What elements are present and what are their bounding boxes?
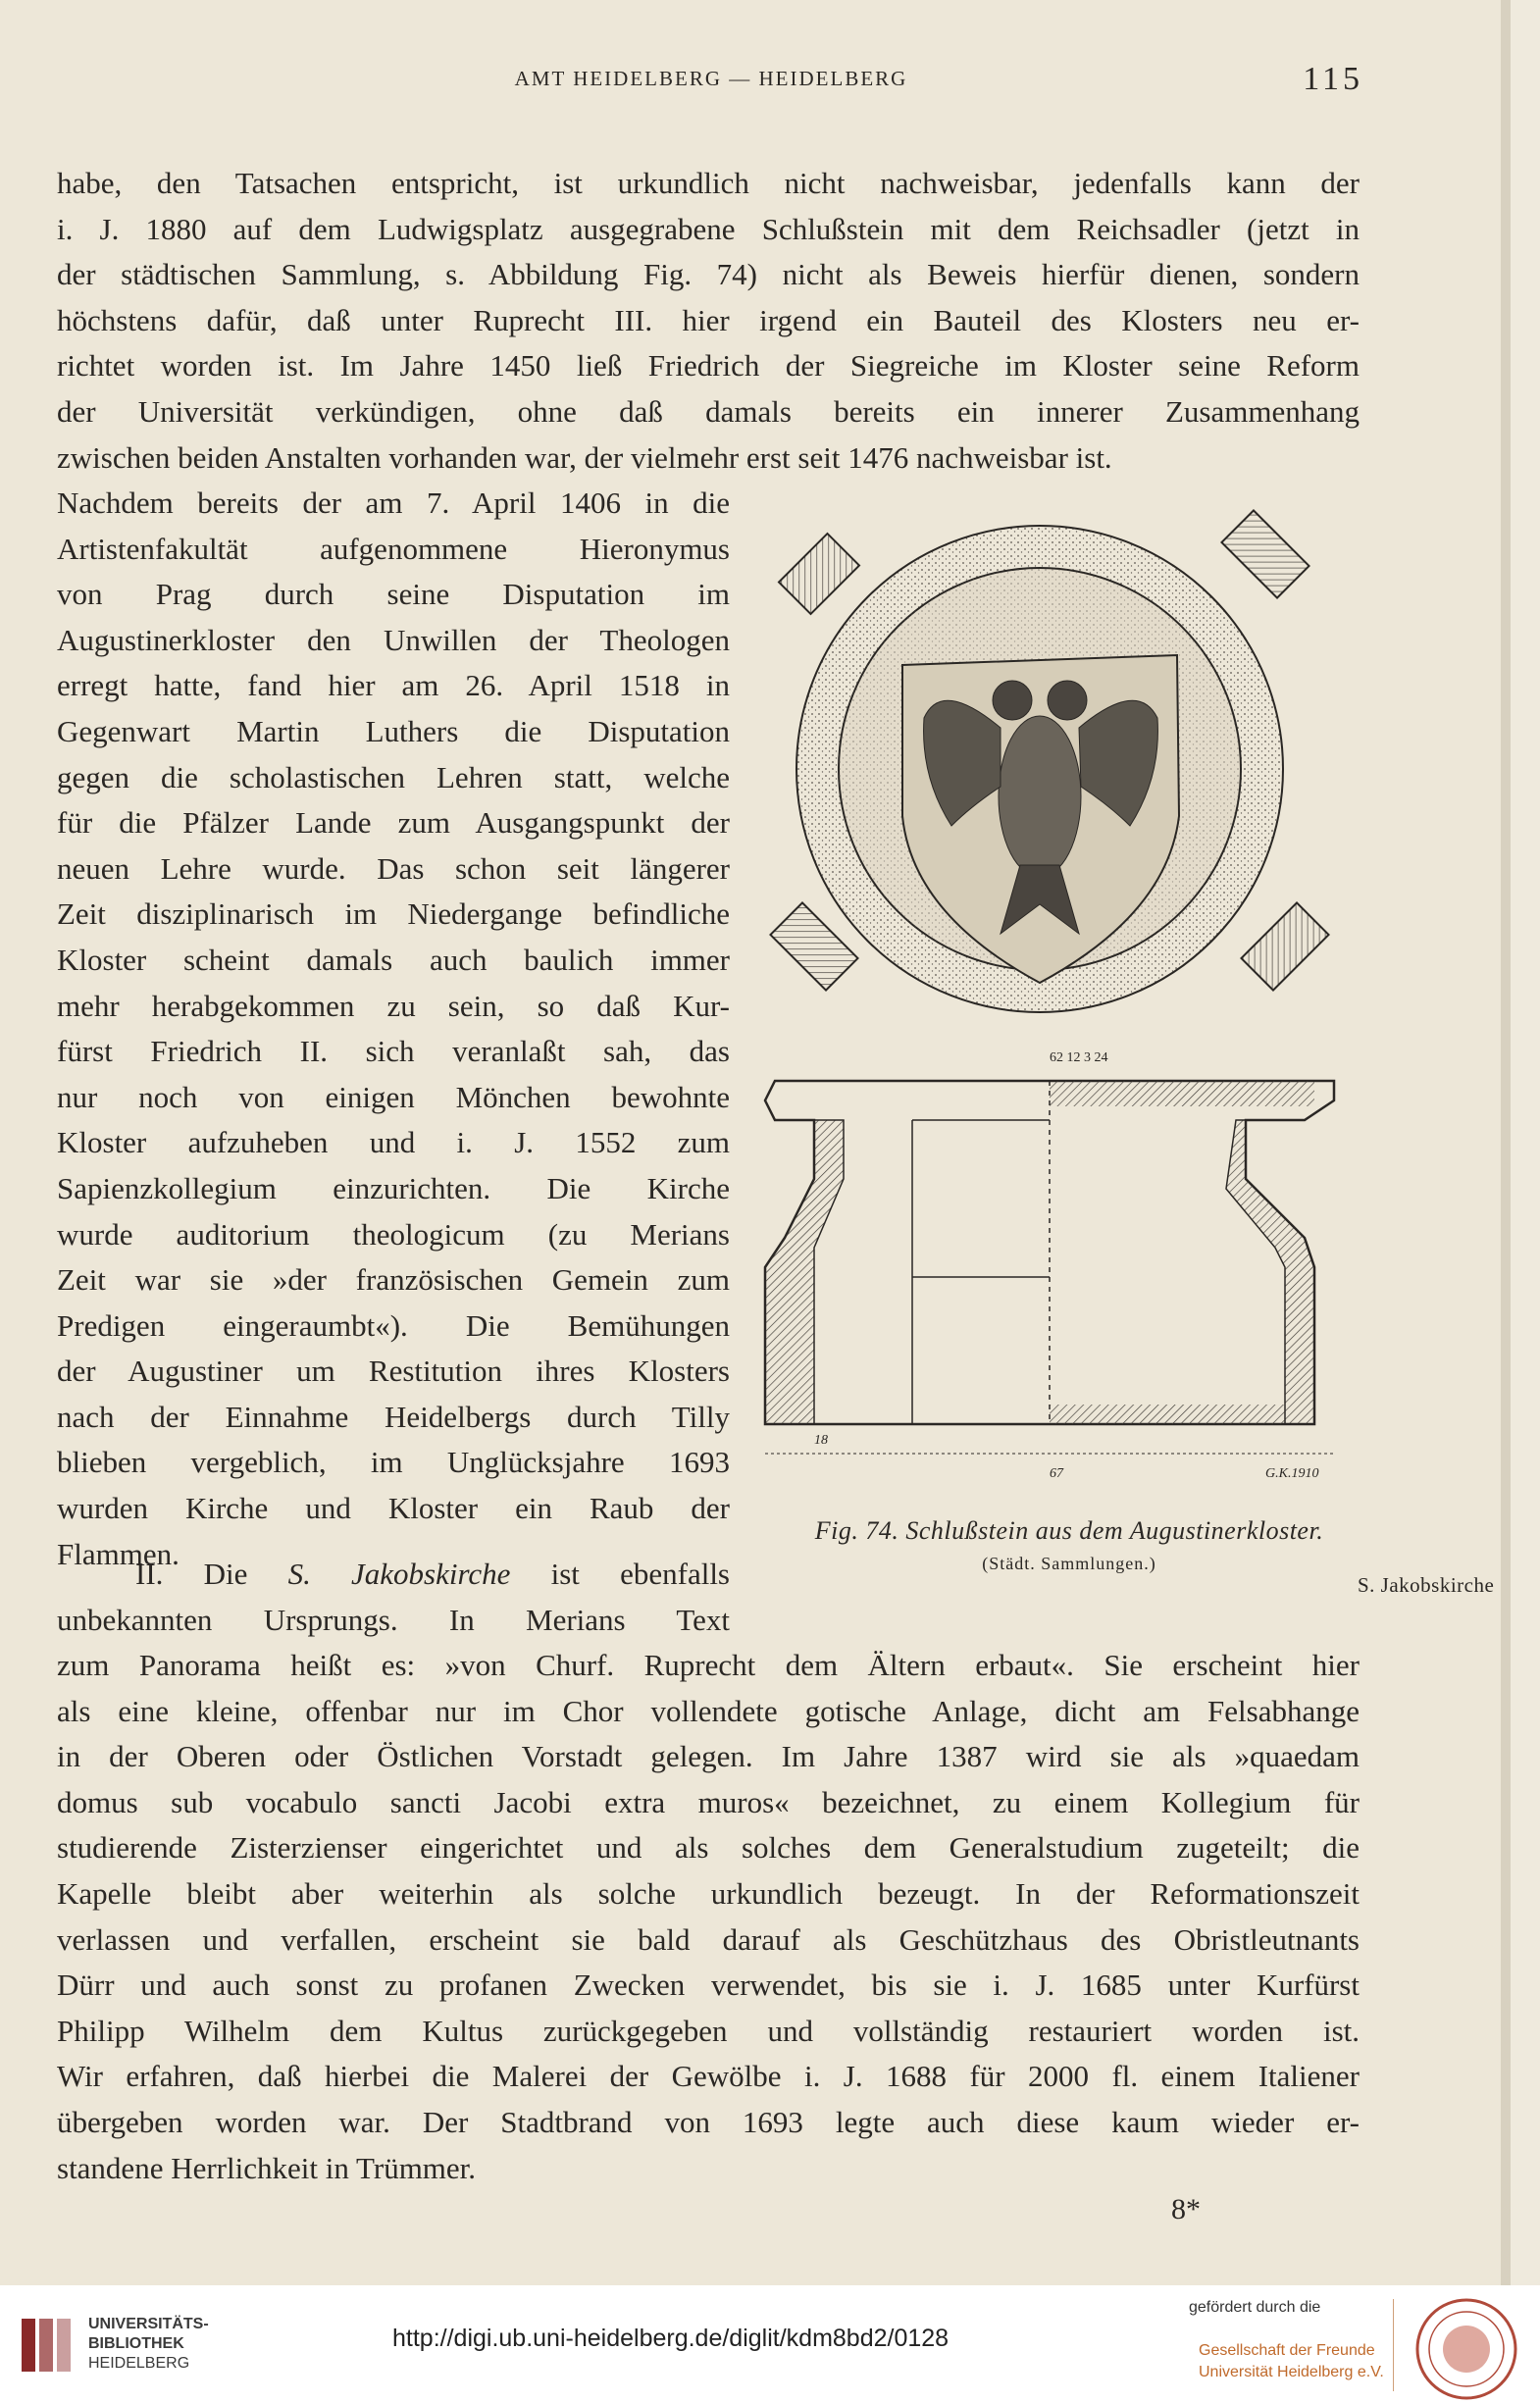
text-line: höchstens dafür, daß unter Ruprecht III. hier irgend ein Bauteil des Klosters neu er-: [57, 302, 1360, 337]
paragraph-top: [57, 161, 1360, 481]
text-line: wurden Kirche und Kloster ein Raub der: [57, 1491, 730, 1526]
text-line: blieben vergeblich, im Unglücksjahre 1693: [57, 1445, 730, 1480]
library-name-line: HEIDELBERG: [88, 2355, 190, 2372]
signature-mark: 8*: [1171, 2193, 1201, 2225]
text-line: Kloster scheint damals auch baulich immer: [57, 942, 730, 977]
dimension-label: 62 12 3 24: [1050, 1050, 1108, 1065]
text-line: nur noch von einigen Mönchen bewohnte: [57, 1079, 730, 1114]
text-line: Nachdem bereits der am 7. April 1406 in die: [57, 486, 730, 520]
text-line: für die Pfälzer Lande zum Ausgangspunkt der: [57, 805, 730, 841]
text-line: Predigen eingeraumbt«). Die Bemühungen: [57, 1307, 730, 1343]
figure-caption: [775, 1516, 1363, 1574]
text-line: zwischen beiden Anstalten vorhanden war, der vielmehr erst seit 1476 nachweisbar ist.: [57, 439, 1112, 475]
permalink-url[interactable]: http://digi.ub.uni-heidelberg.de/diglit/kdm8bd2/0128: [392, 2325, 950, 2352]
keystone-section-view: [765, 1050, 1334, 1481]
section-suffix: ist ebenfalls: [550, 1557, 730, 1591]
text-line: erregt hatte, fand hier am 26. April 1518 in: [57, 668, 730, 703]
text-line: übergeben worden war. Der Stadtbrand von 1693 legte auch diese kaum wieder er-: [57, 2104, 1360, 2139]
keystone-top-view: [770, 510, 1328, 1012]
page-number: 115: [1303, 61, 1363, 97]
society-name-line: Universität Heidelberg e.V.: [1199, 2364, 1384, 2380]
keystone-figure: [755, 492, 1363, 1512]
text-line: fürst Friedrich II. sich veranlaßt sah, das: [57, 1034, 730, 1069]
text-line: Sapienzkollegium einzurichten. Die Kirche: [57, 1170, 730, 1205]
text-line: i. J. 1880 auf dem Ludwigsplatz ausgegrabene Schlußstein mit dem Reichsadler (jetzt in: [57, 211, 1360, 246]
text-line: standene Herrlichkeit in Trümmer.: [57, 2150, 477, 2185]
university-seal-icon: [1412, 2295, 1520, 2403]
artist-signature: G.K.1910: [1265, 1466, 1319, 1481]
funded-by-label: gefördert durch die: [1189, 2299, 1321, 2316]
dimension-label: 67: [1050, 1466, 1063, 1481]
text-line: wurde auditorium theologicum (zu Merians: [57, 1216, 730, 1252]
library-name-line: UNIVERSITÄTS-: [88, 2316, 209, 2332]
library-logo-icon: [18, 2313, 77, 2377]
text-line: Kapelle bleibt aber weiterhin als solche urkundlich bezeugt. In der Reformationszeit: [57, 1875, 1360, 1911]
text-line: Kloster aufzuheben und i. J. 1552 zum: [57, 1125, 730, 1160]
caption-text: Fig. 74. Schlußstein aus dem Augustinerkloster.: [814, 1516, 1324, 1545]
section-heading-line: [57, 1552, 730, 1598]
text-line: Artistenfakultät aufgenommene Hieronymus: [57, 531, 730, 566]
text-line: der Universität verkündigen, ohne daß damals bereits ein innerer Zusammenhang: [57, 393, 1360, 429]
text-line: nach der Einnahme Heidelbergs durch Tilly: [57, 1399, 730, 1434]
text-line: studierende Zisterzienser eingerichtet und als solches dem Generalstudium zugeteilt; die: [57, 1830, 1360, 1866]
text-line: von Prag durch seine Disputation im: [57, 577, 730, 612]
section-title: S. Jakobskirche: [287, 1557, 511, 1591]
text-line: in der Oberen oder Östlichen Vorstadt gelegen. Im Jahre 1387 wird sie als »quaedam: [57, 1739, 1360, 1774]
text-line: domus sub vocabulo sancti Jacobi extra muros« bezeichnet, zu einem Kollegium für: [57, 1784, 1360, 1819]
text-line: Zeit war sie »der französischen Gemein zum: [57, 1262, 730, 1298]
section-prefix: II. Die: [135, 1557, 248, 1591]
text-line: verlassen und verfallen, erscheint sie bald darauf als Geschützhaus des Obristleutnants: [57, 1921, 1360, 1957]
running-head: [59, 61, 1363, 97]
text-line: Flammen.: [57, 1536, 180, 1571]
paragraph-jakobskirche: [57, 1643, 1360, 2191]
text-line: als eine kleine, offenbar nur im Chor vollendete gotische Anlage, dicht am Felsabhange: [57, 1693, 1360, 1728]
society-name-line: Gesellschaft der Freunde: [1199, 2342, 1375, 2359]
text-line: Gegenwart Martin Luthers die Disputation: [57, 713, 730, 748]
text-line: gegen die scholastischen Lehren statt, welche: [57, 759, 730, 794]
text-line: Augustinerkloster den Unwillen der Theologen: [57, 622, 730, 657]
text-line: neuen Lehre wurde. Das schon seit längerer: [57, 850, 730, 886]
dimension-label: 18: [814, 1433, 828, 1448]
library-name: [88, 2315, 209, 2374]
paragraph-augustiner: [57, 481, 730, 1577]
text-line: Zeit disziplinarisch im Niedergange befindliche: [57, 896, 730, 932]
paragraph-jakobskirche-start: [57, 1552, 730, 1643]
text-line: habe, den Tatsachen entspricht, ist urkundlich nicht nachweisbar, jedenfalls kann der: [57, 166, 1360, 200]
society-name: [1199, 2340, 1384, 2383]
text-line: Dürr und auch sonst zu profanen Zwecken verwendet, bis sie i. J. 1685 unter Kurfürst: [57, 1968, 1360, 2003]
running-head-title: AMT HEIDELBERG — HEIDELBERG: [514, 67, 908, 90]
text-line: unbekannten Ursprungs. In Merians Text: [57, 1602, 730, 1637]
text-line: der Augustiner um Restitution ihres Klosters: [57, 1354, 730, 1389]
margin-note: S. Jakobskirche: [1358, 1573, 1495, 1597]
footer-divider: [1393, 2299, 1394, 2391]
library-name-line: BIBLIOTHEK: [88, 2335, 184, 2352]
text-line: zum Panorama heißt es: »von Churf. Ruprecht dem Ältern erbaut«. Sie erscheint hier: [57, 1648, 1360, 1682]
text-line: Philipp Wilhelm dem Kultus zurückgegeben und vollständig restauriert worden ist.: [57, 2013, 1360, 2048]
footer-bar: [0, 2285, 1540, 2403]
text-line: der städtischen Sammlung, s. Abbildung Fig. 74) nicht als Beweis hierfür dienen, sondern: [57, 257, 1360, 292]
text-line: Wir erfahren, daß hierbei die Malerei der Gewölbe i. J. 1688 für 2000 fl. einem Italiener: [57, 2059, 1360, 2094]
text-line: richtet worden ist. Im Jahre 1450 ließ Friedrich der Siegreiche im Kloster seine Reform: [57, 348, 1360, 383]
caption-source: (Städt. Sammlungen.): [982, 1554, 1156, 1573]
text-line: mehr herabgekommen zu sein, so daß Kur-: [57, 988, 730, 1023]
